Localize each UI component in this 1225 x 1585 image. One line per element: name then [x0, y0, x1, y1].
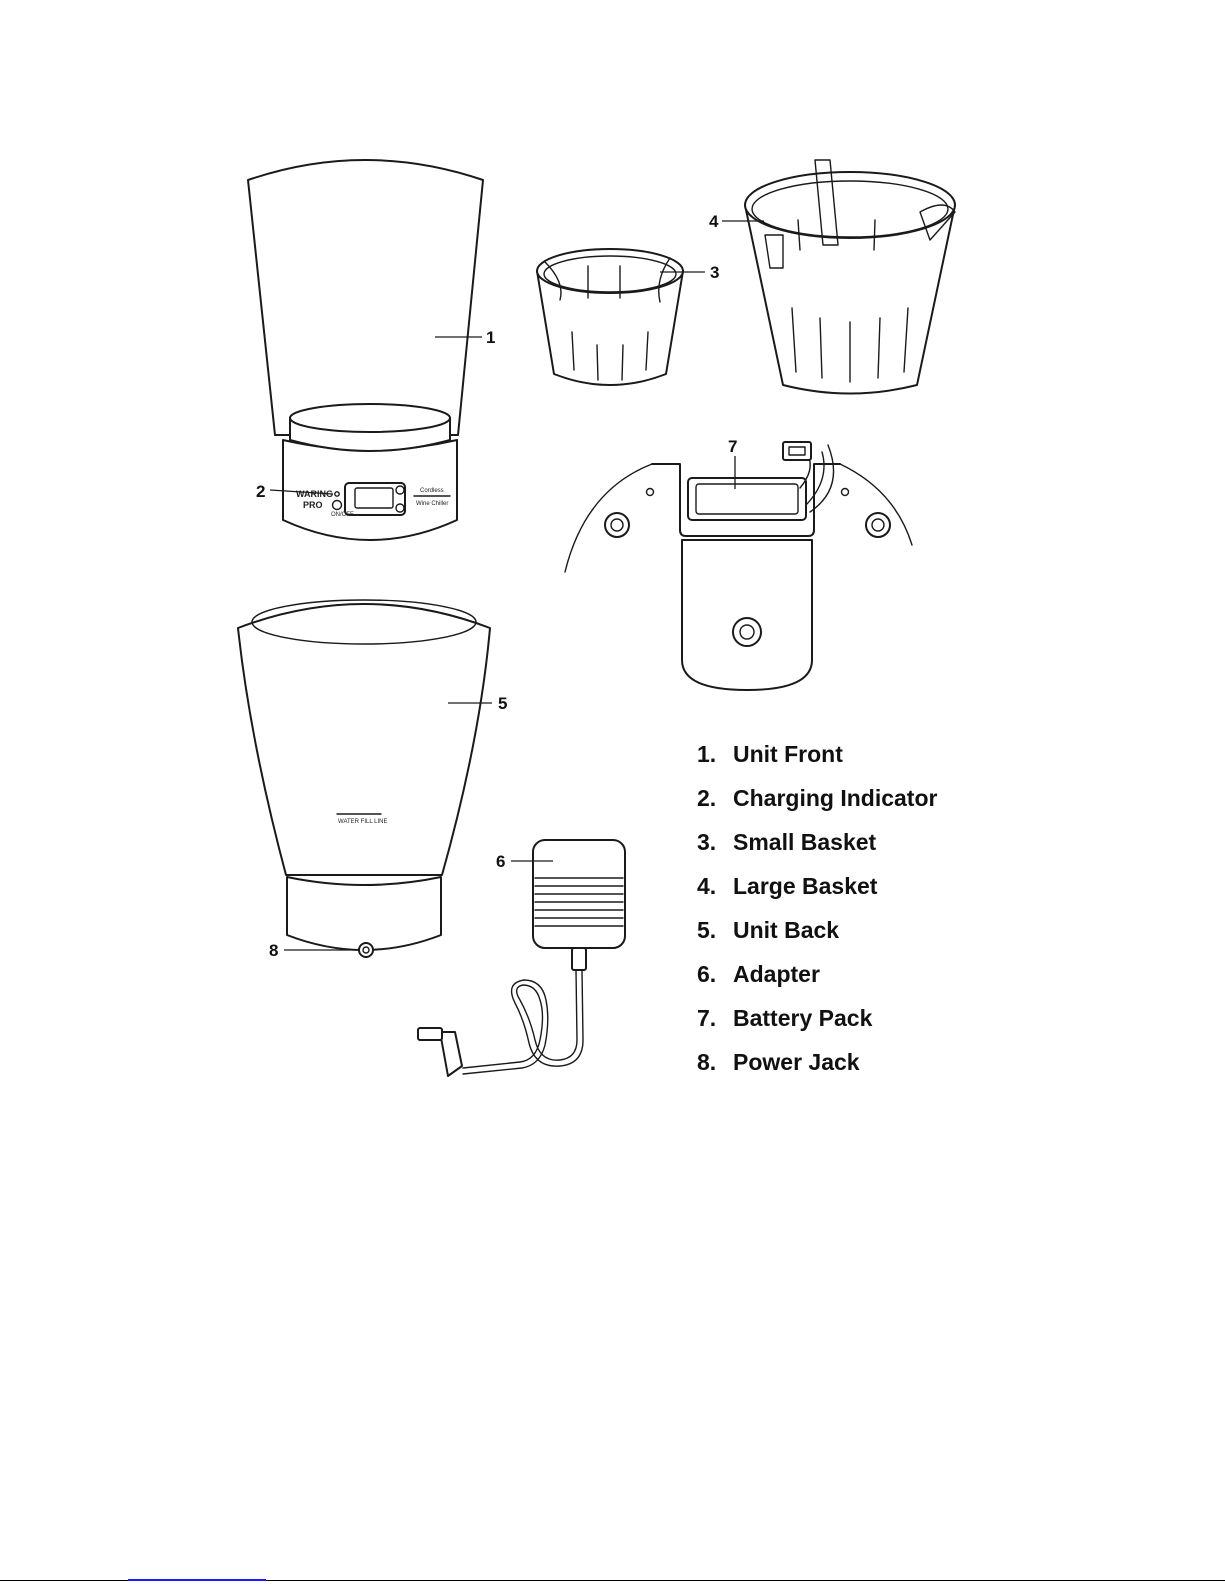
- water-fill-line-label: WATER FILL LINE: [338, 819, 388, 825]
- legend-label: Power Jack: [733, 1049, 860, 1075]
- legend-label: Unit Front: [733, 741, 843, 767]
- battery-pack-illustration: [565, 442, 912, 690]
- brand-text: WARING: [296, 489, 333, 499]
- legend-item: [697, 824, 937, 868]
- model-text-line2: Wine Chiller: [416, 501, 449, 507]
- large-basket-illustration: [745, 160, 955, 394]
- legend-label: Large Basket: [733, 873, 878, 899]
- callout-2: 2: [256, 482, 266, 501]
- legend-item: [697, 956, 937, 1000]
- legend-label: Small Basket: [733, 829, 877, 855]
- legend-number: 7.: [697, 1005, 717, 1031]
- unit-front-illustration: [248, 160, 483, 540]
- legend-number: 5.: [697, 917, 717, 943]
- legend-item: [697, 912, 937, 956]
- callout-3: 3: [710, 263, 720, 282]
- parts-legend: [697, 736, 937, 1088]
- legend-number: 8.: [697, 1049, 717, 1075]
- callout-6: 6: [496, 852, 506, 871]
- unit-back-illustration: [238, 600, 490, 957]
- on-off-label: ON/OFF: [331, 512, 354, 518]
- callout-5: 5: [498, 694, 508, 713]
- bottom-link-underline[interactable]: [128, 1579, 266, 1581]
- legend-number: 2.: [697, 785, 717, 811]
- legend-label: Adapter: [733, 961, 820, 987]
- callout-8: 8: [269, 941, 279, 960]
- legend-label: Charging Indicator: [733, 785, 938, 811]
- legend-item: [697, 780, 937, 824]
- legend-label: Unit Back: [733, 917, 840, 943]
- model-text-line1: Cordless: [420, 488, 444, 494]
- adapter-illustration: [418, 840, 625, 1076]
- small-basket-illustration: [537, 249, 683, 385]
- legend-number: 4.: [697, 873, 717, 899]
- legend-number: 6.: [697, 961, 717, 987]
- legend-item: [697, 1044, 937, 1088]
- power-jack: [359, 943, 373, 957]
- callout-7: 7: [728, 437, 738, 456]
- legend-label: Battery Pack: [733, 1005, 873, 1031]
- legend-item: [697, 1000, 937, 1044]
- legend-item: [697, 868, 937, 912]
- brand-text-pro: PRO: [303, 500, 323, 510]
- callout-1: 1: [486, 328, 496, 347]
- legend-number: 1.: [697, 741, 717, 767]
- callout-4: 4: [709, 212, 719, 231]
- legend-item: [697, 736, 937, 780]
- legend-number: 3.: [697, 829, 717, 855]
